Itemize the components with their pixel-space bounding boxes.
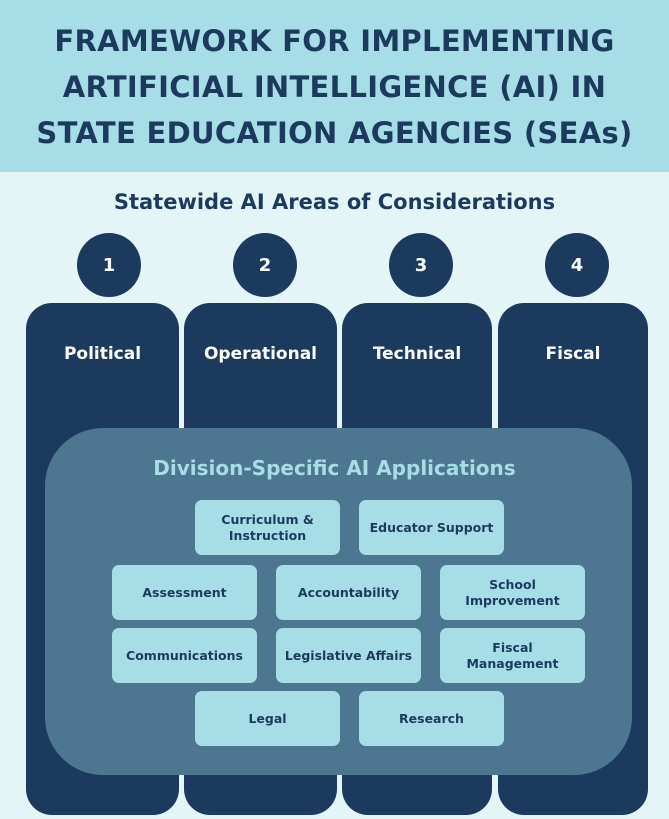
division-title: Division-Specific AI Applications [153, 456, 516, 480]
pillar-label-operational: Operational [203, 344, 318, 364]
pillar-label-technical: Technical [372, 344, 462, 364]
pillar-label-fiscal: Fiscal [545, 344, 601, 364]
app-school-improvement[interactable]: School Improvement [440, 565, 585, 620]
area-number-2: 2 [233, 233, 297, 297]
app-educator-support[interactable]: Educator Support [359, 500, 504, 555]
app-fiscal-management[interactable]: Fiscal Management [440, 628, 585, 683]
app-legal[interactable]: Legal [195, 691, 340, 746]
area-number-4: 4 [545, 233, 609, 297]
area-number-1: 1 [77, 233, 141, 297]
title-line-2: ARTIFICIAL INTELLIGENCE (AI) IN [62, 70, 607, 104]
pillar-label-political: Political [63, 344, 142, 364]
app-curriculum-instruction[interactable]: Curriculum & Instruction [195, 500, 340, 555]
app-assessment[interactable]: Assessment [112, 565, 257, 620]
area-number-3: 3 [389, 233, 453, 297]
app-legislative-affairs[interactable]: Legislative Affairs [276, 628, 421, 683]
app-accountability[interactable]: Accountability [276, 565, 421, 620]
title-line-3: STATE EDUCATION AGENCIES (SEAs) [36, 116, 633, 150]
app-communications[interactable]: Communications [112, 628, 257, 683]
areas-subtitle: Statewide AI Areas of Considerations [113, 190, 556, 214]
page-title [20, 18, 649, 156]
app-research[interactable]: Research [359, 691, 504, 746]
title-line-1: FRAMEWORK FOR IMPLEMENTING [54, 24, 615, 58]
